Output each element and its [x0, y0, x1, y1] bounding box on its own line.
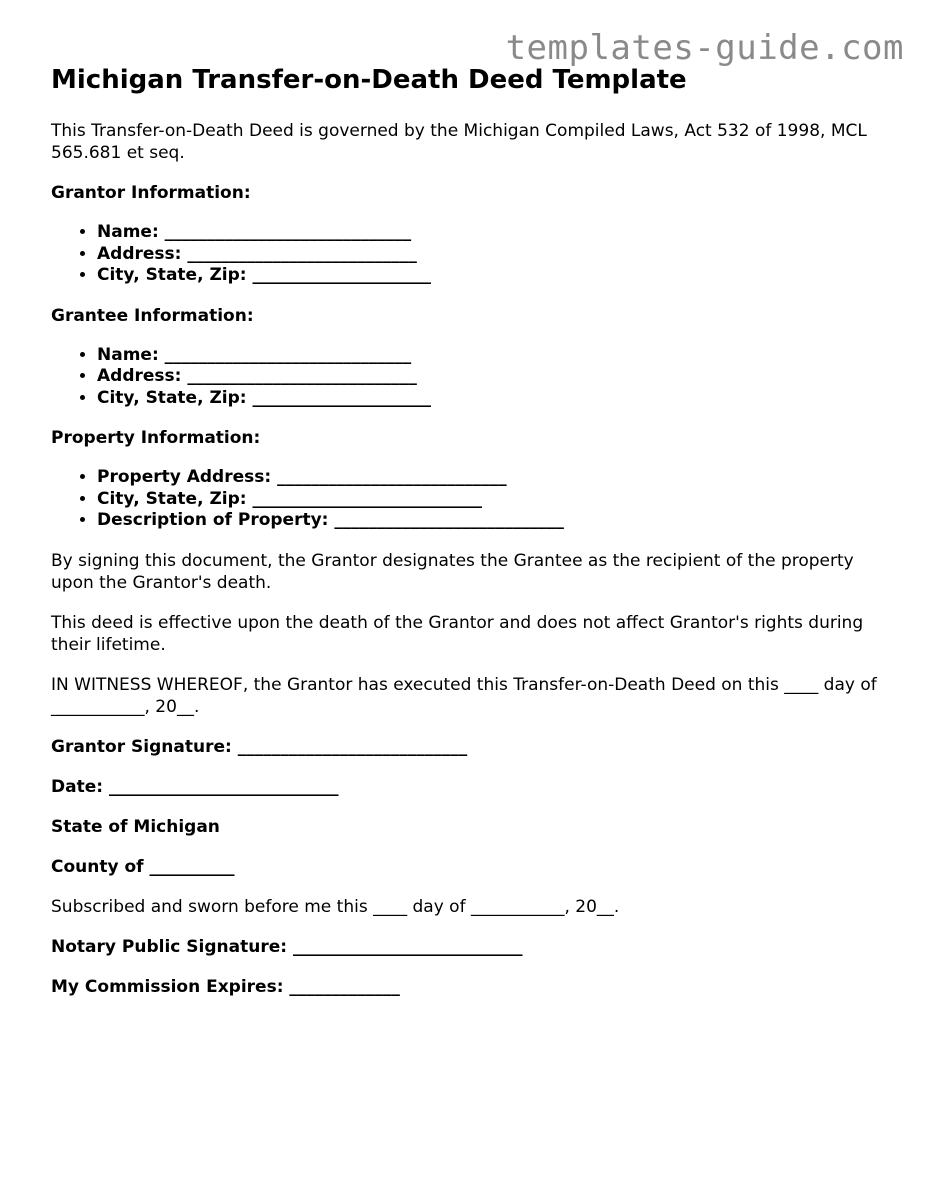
intro-paragraph: This Transfer-on-Death Deed is governed by the Michigan Compiled Laws, Act 532 of 1998, MCL 565.681 et seq.: [51, 121, 867, 163]
grantor-address-field: • Address: ___________________________: [97, 244, 891, 266]
property-heading: Property Information:: [51, 428, 261, 448]
grantee-address-field: • Address: ___________________________: [97, 366, 891, 388]
document-title: Michigan Transfer-on-Death Deed Template: [51, 65, 687, 95]
date-line: Date: ___________________________: [51, 776, 339, 797]
state-line: State of Michigan: [51, 816, 220, 837]
property-fields-list: [51, 467, 891, 532]
property-address-field: • Property Address: ___________________________: [97, 467, 891, 489]
designation-paragraph: By signing this document, the Grantor designates the Grantee as the recipient of the property upon the Grantor's death.: [51, 550, 854, 593]
subscribed-paragraph: Subscribed and sworn before me this ____ day of ___________, 20__.: [51, 896, 620, 917]
grantee-name-field: • Name: _____________________________: [97, 345, 891, 367]
grantor-name-field: • Name: _____________________________: [97, 222, 891, 244]
grantor-heading: Grantor Information:: [51, 183, 251, 203]
witness-paragraph: IN WITNESS WHEREOF, the Grantor has executed this Transfer-on-Death Deed on this ____ day of ___________, 20__.: [51, 674, 877, 717]
notary-signature-line: Notary Public Signature: ___________________________: [51, 936, 523, 957]
grantee-fields-list: [51, 345, 891, 410]
grantee-city-state-zip-field: • City, State, Zip: _____________________: [97, 388, 891, 410]
document-page: [51, 60, 891, 998]
property-city-state-zip-field: • City, State, Zip: ___________________________: [97, 489, 891, 511]
grantor-fields-list: [51, 222, 891, 287]
grantor-signature-line: Grantor Signature: ___________________________: [51, 736, 468, 757]
grantee-heading: Grantee Information:: [51, 305, 254, 326]
county-line: County of __________: [51, 856, 235, 877]
property-description-field: • Description of Property: ___________________________: [97, 510, 891, 532]
commission-expires-line: My Commission Expires: _____________: [51, 976, 400, 997]
grantor-city-state-zip-field: • City, State, Zip: _____________________: [97, 265, 891, 287]
watermark: templates-guide.com: [505, 28, 904, 68]
effective-paragraph: This deed is effective upon the death of the Grantor and does not affect Grantor's rights during their lifetime.: [51, 612, 864, 655]
